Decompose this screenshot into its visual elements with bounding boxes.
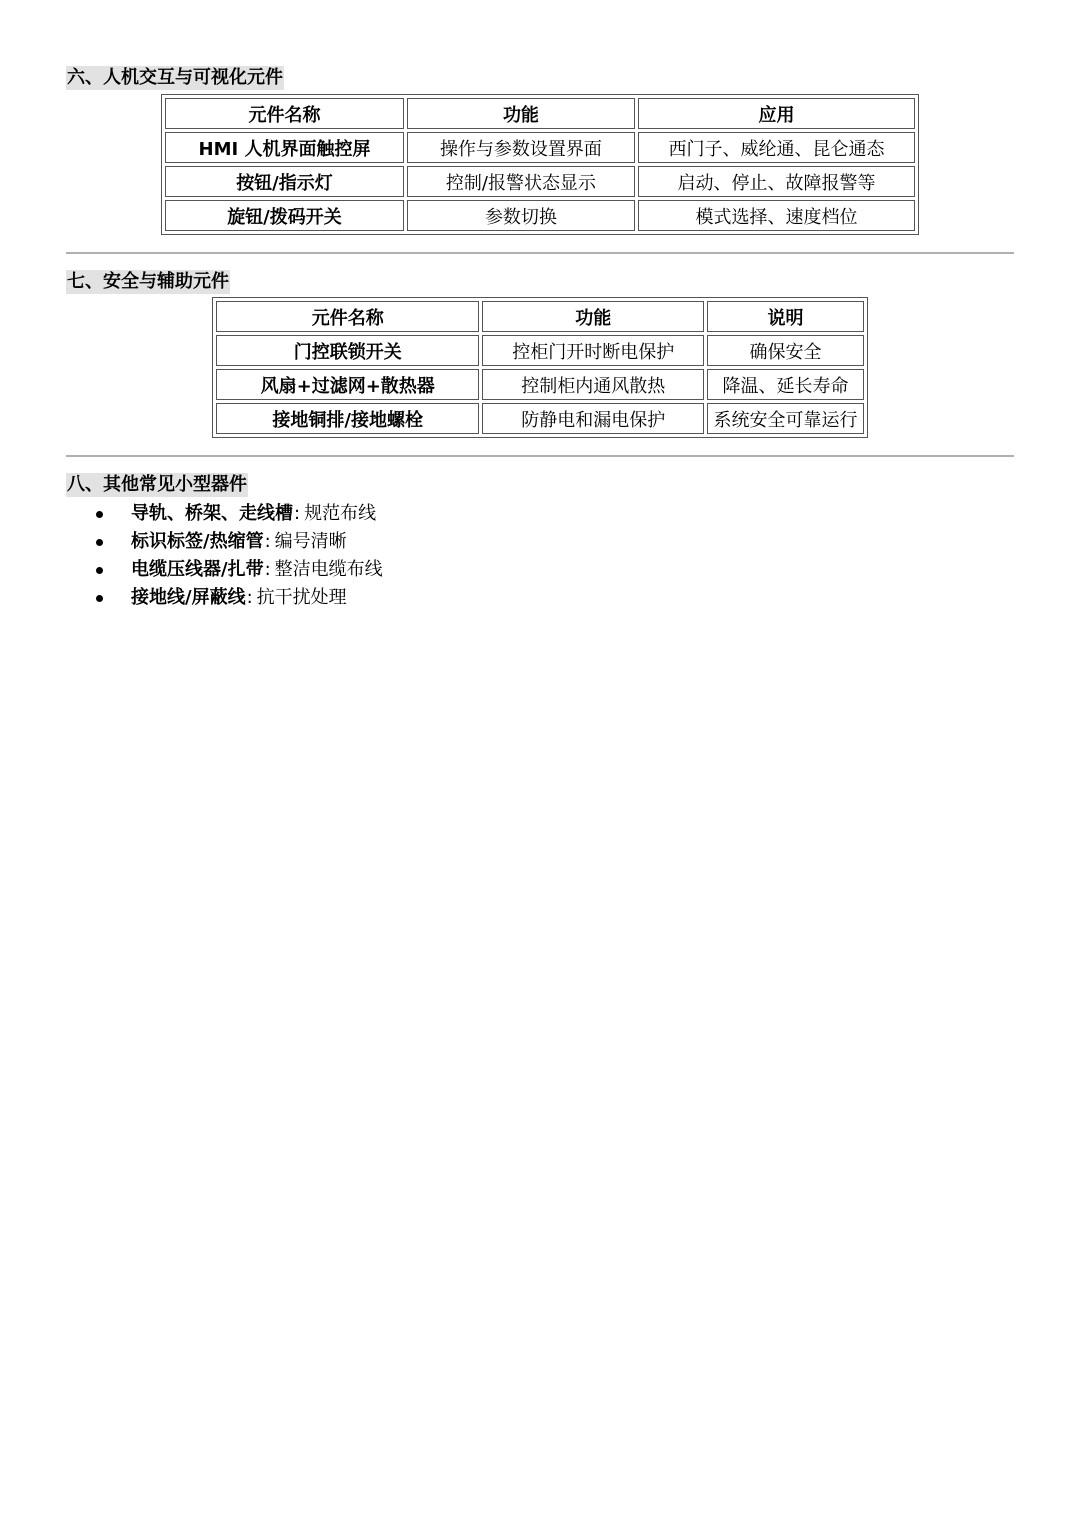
section-6-heading: 六、人机交互与可视化元件 bbox=[67, 67, 283, 88]
item-term: 接地线/屏蔽线 bbox=[131, 587, 246, 608]
list-item bbox=[66, 584, 383, 612]
bullet-icon bbox=[96, 539, 103, 546]
table-row bbox=[216, 403, 864, 434]
description-cell: 系统安全可靠运行 bbox=[707, 403, 864, 434]
function-cell: 控制柜内通风散热 bbox=[482, 369, 704, 400]
bullet-icon bbox=[96, 567, 103, 574]
item-description: 规范布线 bbox=[304, 503, 377, 524]
hmi-components-table bbox=[161, 94, 919, 235]
function-cell: 控制/报警状态显示 bbox=[407, 166, 635, 197]
column-header: 说明 bbox=[707, 301, 864, 332]
table-row bbox=[165, 166, 915, 197]
list-item bbox=[66, 556, 383, 584]
component-name-cell: 按钮/指示灯 bbox=[165, 166, 404, 197]
table-row bbox=[165, 132, 915, 163]
item-term: 电缆压线器/扎带 bbox=[131, 559, 264, 580]
table-row bbox=[216, 369, 864, 400]
function-cell: 操作与参数设置界面 bbox=[407, 132, 635, 163]
application-cell: 启动、停止、故障报警等 bbox=[638, 166, 915, 197]
item-description: 整洁电缆布线 bbox=[274, 559, 383, 580]
item-description: 编号清晰 bbox=[274, 531, 347, 552]
section-8-heading: 八、其他常见小型器件 bbox=[67, 474, 247, 495]
component-name-cell: 接地铜排/接地螺栓 bbox=[216, 403, 479, 434]
description-cell: 确保安全 bbox=[707, 335, 864, 366]
small-parts-list bbox=[66, 500, 383, 612]
item-separator: : bbox=[264, 559, 271, 580]
table-row bbox=[165, 200, 915, 231]
function-cell: 控柜门开时断电保护 bbox=[482, 335, 704, 366]
section-divider bbox=[66, 252, 1014, 254]
item-term: 导轨、桥架、走线槽 bbox=[131, 503, 293, 524]
description-cell: 降温、延长寿命 bbox=[707, 369, 864, 400]
table-row bbox=[216, 335, 864, 366]
bullet-icon bbox=[96, 511, 103, 518]
component-name-cell: 门控联锁开关 bbox=[216, 335, 479, 366]
list-item bbox=[66, 528, 383, 556]
bullet-icon bbox=[96, 595, 103, 602]
column-header: 功能 bbox=[482, 301, 704, 332]
safety-components-table bbox=[212, 297, 868, 438]
table-header-row bbox=[165, 98, 915, 129]
component-name-cell: 旋钮/拨码开关 bbox=[165, 200, 404, 231]
column-header: 元件名称 bbox=[216, 301, 479, 332]
application-cell: 西门子、威纶通、昆仑通态 bbox=[638, 132, 915, 163]
item-separator: : bbox=[246, 587, 253, 608]
column-header: 元件名称 bbox=[165, 98, 404, 129]
application-cell: 模式选择、速度档位 bbox=[638, 200, 915, 231]
item-term: 标识标签/热缩管 bbox=[131, 531, 264, 552]
section-divider bbox=[66, 455, 1014, 457]
component-name-cell: HMI 人机界面触控屏 bbox=[165, 132, 404, 163]
section-7-heading: 七、安全与辅助元件 bbox=[67, 271, 229, 292]
function-cell: 参数切换 bbox=[407, 200, 635, 231]
column-header: 应用 bbox=[638, 98, 915, 129]
component-name-cell: 风扇+过滤网+散热器 bbox=[216, 369, 479, 400]
table-header-row bbox=[216, 301, 864, 332]
column-header: 功能 bbox=[407, 98, 635, 129]
list-item bbox=[66, 500, 383, 528]
item-separator: : bbox=[294, 503, 301, 524]
item-description: 抗干扰处理 bbox=[256, 587, 347, 608]
item-separator: : bbox=[264, 531, 271, 552]
function-cell: 防静电和漏电保护 bbox=[482, 403, 704, 434]
